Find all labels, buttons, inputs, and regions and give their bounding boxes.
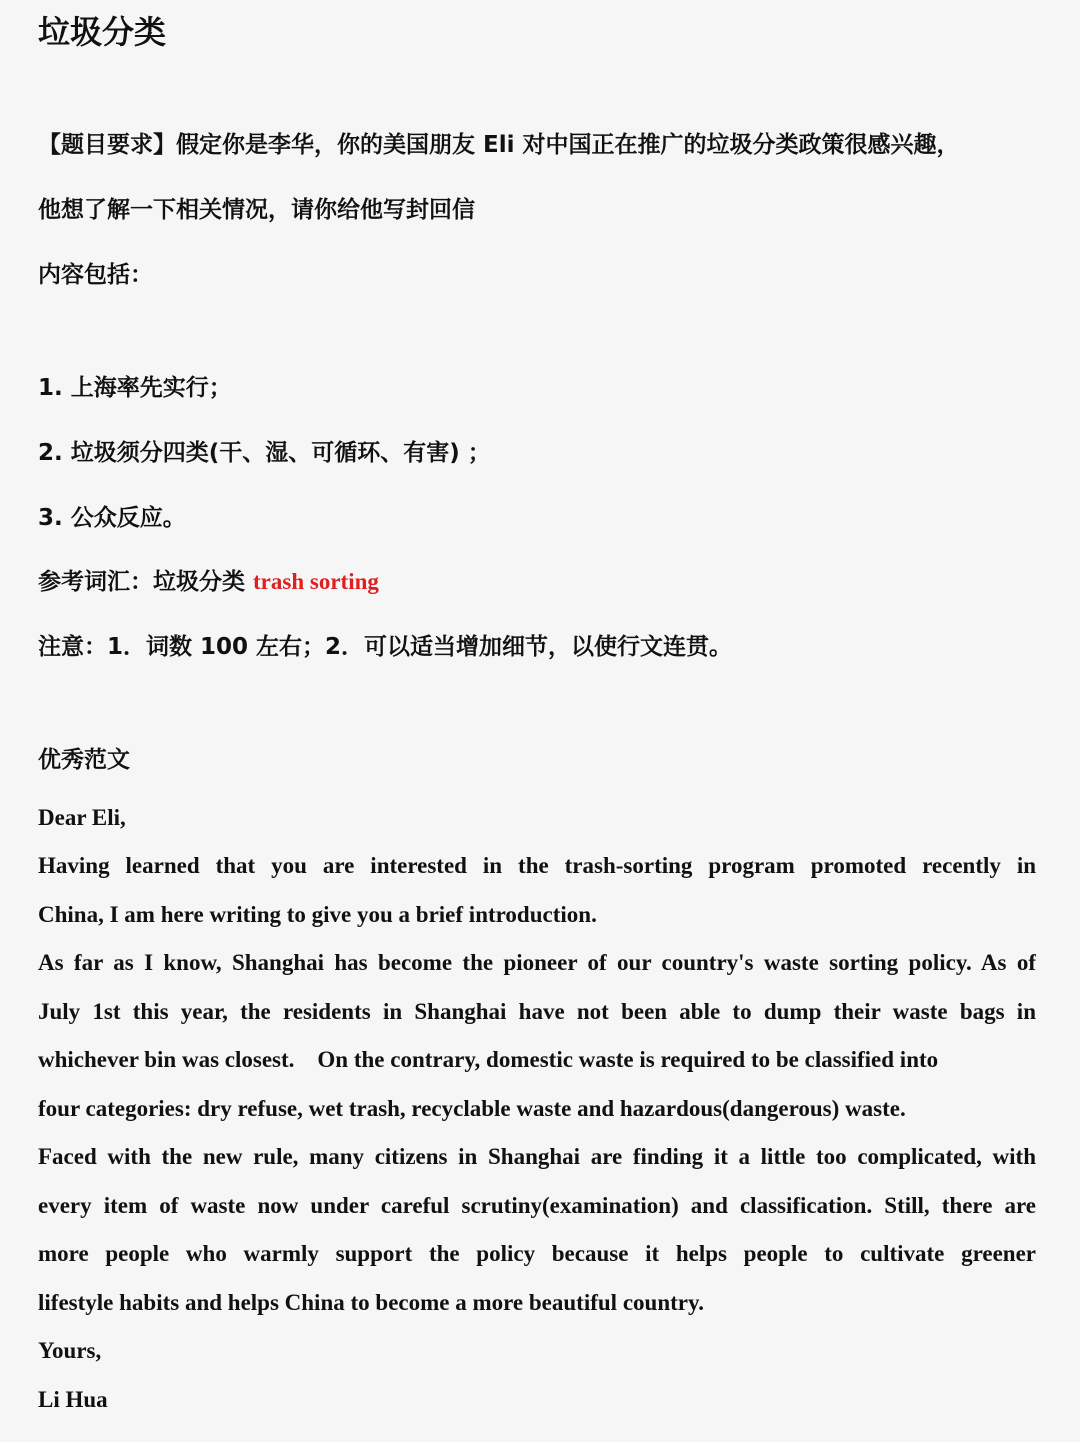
essay-heading: 优秀范文 <box>38 747 130 773</box>
requirement-item-3: 3. 公众反应。 <box>38 505 186 531</box>
essay-line: As far as I know, Shanghai has become the pioneer of our country's waste sorting policy. As of <box>38 950 1036 975</box>
essay-line: lifestyle habits and helps China to become a more beautiful country. <box>38 1290 704 1315</box>
requirement-item-1: 1. 上海率先实行； <box>38 375 232 401</box>
essay-line: whichever bin was closest. On the contrary, domestic waste is required to be classified into <box>38 1047 939 1072</box>
essay-line: every item of waste now under careful scrutiny(examination) and classification. Still, there are <box>38 1193 1036 1218</box>
essay-line: China, I am here writing to give you a brief introduction. <box>38 902 597 927</box>
page-title: 垃圾分类 <box>38 13 167 51</box>
essay-line: four categories: dry refuse, wet trash, recyclable waste and hazardous(dangerous) waste. <box>38 1096 906 1121</box>
essay-signature: Li Hua <box>38 1387 108 1412</box>
vocab-label: 参考词汇：垃圾分类 <box>38 569 254 595</box>
essay-line: July 1st this year, the residents in Shanghai have not been able to dump their waste bags in <box>38 999 1036 1024</box>
essay-closing: Yours, <box>38 1338 102 1363</box>
essay-line: Faced with the new rule, many citizens in Shanghai are finding it a little too complicated, with <box>38 1144 1036 1169</box>
essay-line: more people who warmly support the policy because it helps people to cultivate greener <box>38 1241 1036 1266</box>
requirement-item-2: 2. 垃圾须分四类(干、湿、可循环、有害) ； <box>38 440 491 466</box>
vocab-term: trash sorting <box>253 569 379 594</box>
content-heading: 内容包括： <box>38 262 153 288</box>
vocab-line <box>38 567 379 597</box>
essay-line: Having learned that you are interested in the trash-sorting program promoted recently in <box>38 853 1036 878</box>
requirement-line-2: 他想了解一下相关情况，请你给他写封回信 <box>38 197 475 223</box>
requirement-line-1: 【题目要求】假定你是李华，你的美国朋友 Eli 对中国正在推广的垃圾分类政策很感兴趣， <box>38 132 960 158</box>
note-line: 注意：1．词数 100 左右；2．可以适当增加细节，以使行文连贯。 <box>38 634 733 660</box>
essay-greeting: Dear Eli, <box>38 805 126 830</box>
